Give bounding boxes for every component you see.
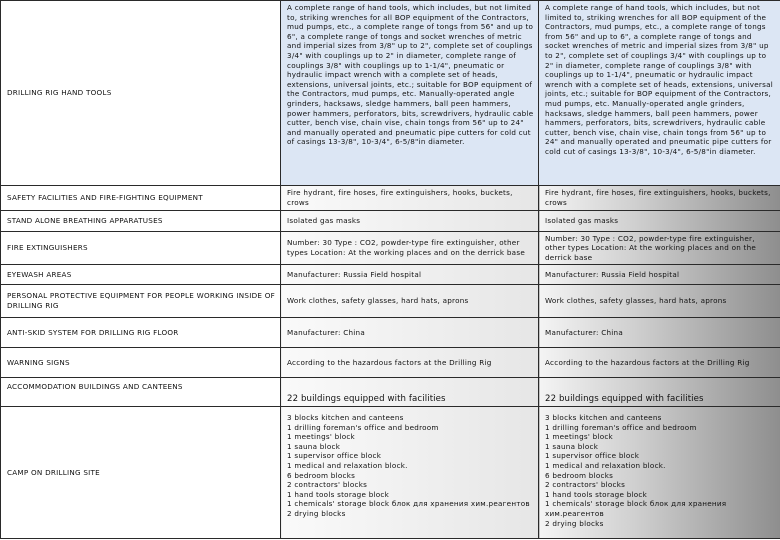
col3-value: Work clothes, safety glasses, hard hats, aprons <box>539 285 780 318</box>
row-label: STAND ALONE BREATHING APPARATUSES <box>1 211 281 232</box>
table-row-fire-extinguishers <box>1 232 780 265</box>
col2-value: Work clothes, safety glasses, hard hats, aprons <box>281 285 539 318</box>
row-label: DRILLING RIG HAND TOOLS <box>1 1 281 186</box>
row-label: ACCOMMODATION BUILDINGS AND CANTEENS <box>1 378 281 407</box>
col3-value: Manufacturer: China <box>539 318 780 348</box>
row-label: PERSONAL PROTECTIVE EQUIPMENT FOR PEOPLE WORKING INSIDE OF DRILLING RIG <box>1 285 281 318</box>
col3-value: Fire hydrant, fire hoses, fire extinguishers, hooks, buckets, crows <box>539 186 780 211</box>
col2-value: A complete range of hand tools, which includes, but not limited to, striking wrenches for all BOP equipment of the Contractors, mud pumps, etc., a complete range of tongs from 56" and up to 6", a complete range of tongs and socket wrenches of metric and imperial sizes from 3/8" up to 2", complete set of couplings 3/4" with couplings up to 2" in diameter, complete range of couplings 3/8" with couplings up to 1-1/4", pneumatic or hydraulic impact wrench with a complete set of heads, extensions, universal joints, etc.; suitable for BOP equipment of the Contractors, mud pumps, etc. Manually-operated angle grinders, hacksaws, sledge hammers, ball peen hammers, power hammers, perforators, bits, screwdrivers, hydraulic cable cutter, bench vise, chain vise, chain tongs from 56" up to 24" and manually operated and pneumatic pipe cutters for cold cut of casings 13-3/8", 10-3/4", 6-5/8"in diameter. <box>281 1 539 186</box>
table-row-drilling-rig-hand-tools <box>1 1 780 186</box>
table-row-eyewash-areas <box>1 265 780 285</box>
row-label: FIRE EXTINGUISHERS <box>1 232 281 265</box>
row-label: SAFETY FACILITIES AND FIRE-FIGHTING EQUIPMENT <box>1 186 281 211</box>
row-label: CAMP ON DRILLING SITE <box>1 407 281 539</box>
col2-value: Number: 30 Type : CO2, powder-type fire extinguisher, other types Location: At the working places and on the derrick base <box>281 232 539 265</box>
col3-value: Isolated gas masks <box>539 211 780 232</box>
col3-value: 3 blocks kitchen and canteens 1 drilling foreman's office and bedroom 1 meetings' block 1 sauna block 1 supervisor office block 1 medical and relaxation block. 6 bedroom blocks 2 contractors' blocks 1 hand tools storage block 1 chemicals' storage block блок для хранения хим.реагентов 2 drying blocks <box>539 407 780 539</box>
col3-value: Number: 30 Type : CO2, powder-type fire extinguisher, other types Location: At the working places and on the derrick base <box>539 232 780 265</box>
col2-value: According to the hazardous factors at the Drilling Rig <box>281 348 539 378</box>
row-label: WARNING SIGNS <box>1 348 281 378</box>
row-label: EYEWASH AREAS <box>1 265 281 285</box>
table-row-ppe <box>1 285 780 318</box>
table-row-camp-on-drilling-site <box>1 407 780 539</box>
table-row-breathing-apparatuses <box>1 211 780 232</box>
col3-value: Manufacturer: Russia Field hospital <box>539 265 780 285</box>
col2-value: 22 buildings equipped with facilities <box>281 378 539 407</box>
col2-value: Fire hydrant, fire hoses, fire extinguishers, hooks, buckets, crows <box>281 186 539 211</box>
col3-value: 22 buildings equipped with facilities <box>539 378 780 407</box>
col2-value: 3 blocks kitchen and canteens 1 drilling foreman's office and bedroom 1 meetings' block 1 sauna block 1 supervisor office block 1 medical and relaxation block. 6 bedroom blocks 2 contractors' blocks 1 hand tools storage block 1 chemicals' storage block блок для хранения хим.реагентов 2 drying blocks <box>281 407 539 539</box>
col2-value: Isolated gas masks <box>281 211 539 232</box>
col2-value: Manufacturer: China <box>281 318 539 348</box>
table-row-warning-signs <box>1 348 780 378</box>
table-row-accommodation-buildings <box>1 378 780 407</box>
row-label: ANTI-SKID SYSTEM FOR DRILLING RIG FLOOR <box>1 318 281 348</box>
col3-value: A complete range of hand tools, which includes, but not limited to, striking wrenches for all BOP equipment of the Contractors, mud pumps, etc., a complete range of tongs from 56" and up to 6", a complete range of tongs and socket wrenches of metric and imperial sizes from 3/8" up to 2", complete set of couplings 3/4" with couplings up to 2" in diameter, complete range of couplings 3/8" with couplings up to 1-1/4", pneumatic or hydraulic impact wrench with a complete set of heads, extensions, universal joints, etc.; suitable for BOP equipment of the Contractors, mud pumps, etc. Manually-operated angle grinders, hacksaws, sledge hammers, ball peen hammers, power hammers, perforators, bits, screwdrivers, hydraulic cable cutter, bench vise, chain vise, chain tongs from 56" up to 24" and manually operated and pneumatic pipe cutters for cold cut of casings 13-3/8", 10-3/4", 6-5/8"in diameter. <box>539 1 780 186</box>
table-row-anti-skid-system <box>1 318 780 348</box>
table-row-safety-facilities <box>1 186 780 211</box>
col3-value: According to the hazardous factors at the Drilling Rig <box>539 348 780 378</box>
col2-value: Manufacturer: Russia Field hospital <box>281 265 539 285</box>
